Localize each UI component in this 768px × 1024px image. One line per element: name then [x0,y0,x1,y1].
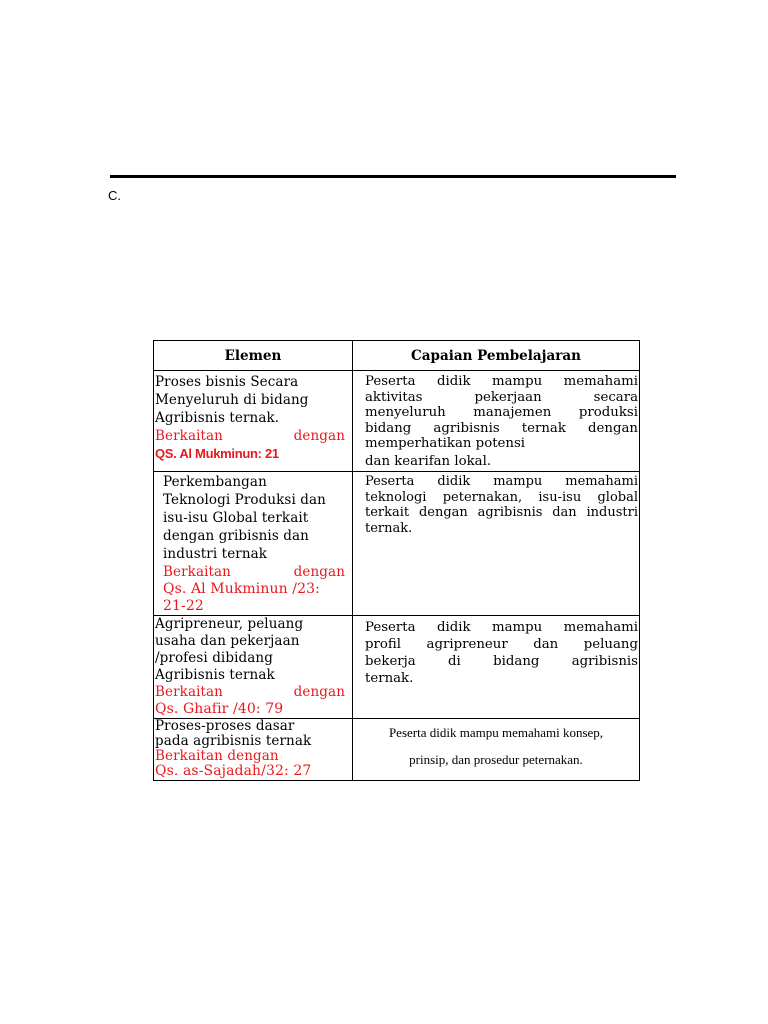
elemen-line: Proses-proses dasar [155,718,295,734]
capaian-line: teknologi peternakan, isu-isu global [365,489,638,505]
elemen-line: /profesi dibidang [155,650,273,666]
elemen-line: industri ternak [163,546,268,562]
capaian-cell [353,719,640,781]
capaian-line: bidang agribisnis ternak dengan [365,420,638,436]
table-header-row [154,341,640,371]
elemen-line: Teknologi Produksi dan [163,492,326,508]
capaian-line: Peserta didik mampu memahami konsep, [388,725,604,740]
table-row [154,719,640,781]
elemen-cell [154,371,353,472]
capaian-line: terkait dengan agribisnis dan industri [365,505,638,521]
table-row [154,371,640,472]
section-letter: C. [108,188,121,203]
capaian-cell [353,616,640,719]
capaian-line: ternak. [365,671,414,686]
capaian-line: menyeluruh manajemen produksi [365,405,638,421]
header-elemen: Elemen [154,341,353,371]
quran-reference: Qs. as-Sajadah/32: 27 [155,763,312,779]
elemen-line: pada agribisnis ternak [155,733,312,749]
capaian-line: memperhatikan potensi [365,436,526,452]
ref-label: Berkaitan dengan [155,428,345,444]
quran-reference: Qs. Al Mukminun /23: 21-22 [163,581,320,614]
capaian-line: dan kearifan lokal. [365,453,492,469]
elemen-line: Agripreneur, peluang [155,616,304,632]
elemen-line: isu-isu Global terkait [163,510,309,526]
elemen-line: Agribisnis ternak. [155,410,280,426]
capaian-line: profil agripreneur dan peluang [365,637,638,652]
table-row [154,472,640,616]
elemen-cell [154,719,353,781]
elemen-cell [154,472,353,616]
elemen-line: dengan gribisnis dan [163,528,309,544]
capaian-line: ternak. [365,520,413,536]
elemen-line: Agribisnis ternak [155,667,275,683]
ref-label: Berkaitan dengan [155,748,279,764]
elemen-line: Menyeluruh di bidang [155,392,309,408]
horizontal-rule [110,175,676,178]
ref-label: Berkaitan dengan [155,684,345,700]
capaian-line: aktivitas pekerjaan secara [365,389,638,405]
quran-reference: Qs. Ghafir /40: 79 [155,701,284,717]
quran-reference: QS. Al Mukminun: 21 [155,446,279,461]
ref-label: Berkaitan dengan [163,564,345,580]
capaian-line: Peserta didik mampu memahami [365,374,638,389]
elemen-line: usaha dan pekerjaan [155,633,300,649]
header-capaian: Capaian Pembelajaran [353,341,640,371]
elemen-line: Proses bisnis Secara [155,374,299,390]
capaian-cell [353,371,640,472]
elemen-line: Perkembangan [163,474,267,490]
capaian-line: bekerja di bidang agribisnis [365,654,638,669]
capaian-line: Peserta didik mampu memahami [365,620,638,635]
table-row [154,616,640,719]
elemen-cell [154,616,353,719]
capaian-line: prinsip, dan prosedur peternakan. [409,752,583,767]
capaian-table [153,340,640,781]
capaian-line: Peserta didik mampu memahami [365,474,638,489]
capaian-cell [353,472,640,616]
